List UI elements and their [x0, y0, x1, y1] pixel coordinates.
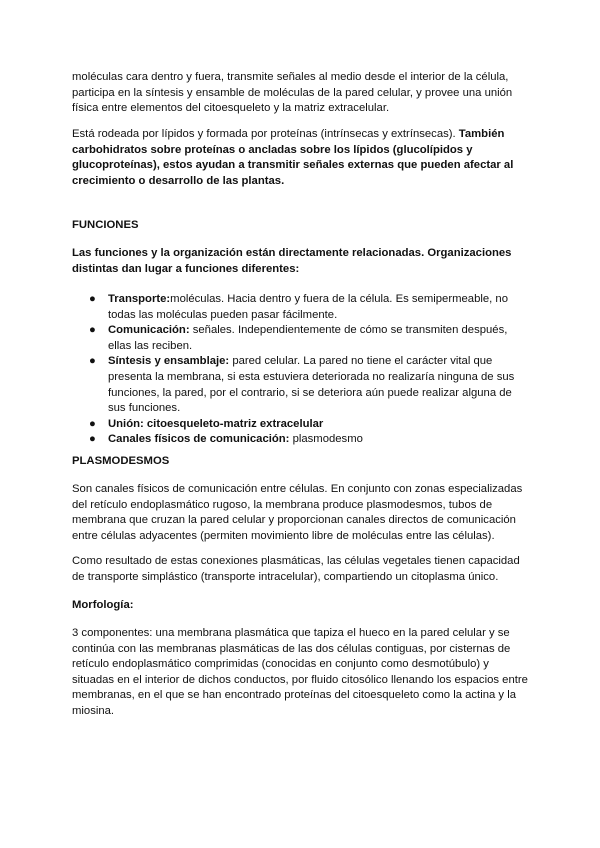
item-text: señales. Independientemente de cómo se transmiten después, ellas las reciben. — [108, 324, 508, 352]
funciones-heading: FUNCIONES — [72, 219, 139, 231]
bullet-icon: ● — [89, 293, 96, 305]
item-text: moléculas. Hacia dentro y fuera de la célula. Es semipermeable, no todas las moléculas pueden pasar fácilmente. — [108, 293, 508, 321]
composition-bold-text: También carbohidratos sobre proteínas o ancladas sobre los lípidos (glucolípidos y glucoproteínas), estos ayudan a transmitir señales externas que pueden afectar al crecimiento o desarrollo de las plantas. — [72, 128, 514, 187]
item-term: Comunicación: — [108, 324, 190, 337]
funciones-intro: Las funciones y la organización están directamente relacionadas. Organizaciones distintas dan lugar a funciones diferentes: — [72, 247, 512, 275]
morfologia-heading: Morfología: — [72, 599, 134, 611]
bullet-icon: ● — [89, 324, 96, 337]
item-term: Canales físicos de comunicación: — [108, 433, 290, 446]
plasmodesmos-heading: PLASMODESMOS — [72, 455, 170, 467]
bullet-icon: ● — [89, 433, 96, 446]
funciones-list — [72, 292, 532, 448]
list-item — [72, 432, 532, 448]
bullet-icon: ● — [89, 355, 96, 368]
list-item — [72, 417, 532, 433]
plasmodesmos-paragraph-1: Son canales físicos de comunicación entre células. En conjunto con zonas especializadas del retículo endoplasmático rugoso, la membrana produce plasmodesmos, tubos de membrana que cruzan la pared celular y proporcionan canales directos de comunicación entre células adyacentes (permiten movimiento libre de moléculas entre las células). — [72, 483, 523, 542]
list-item — [72, 354, 532, 416]
list-item — [72, 292, 532, 323]
item-term: Unión: citoesqueleto-matriz extracelular — [108, 417, 324, 430]
item-text: plasmodesmo — [289, 433, 363, 446]
plasmodesmos-paragraph-2: Como resultado de estas conexiones plasmáticas, las células vegetales tienen capacidad de transporte simplástico (transporte intracelular), compartiendo un citoplasma único. — [72, 555, 520, 583]
composition-text: Está rodeada por lípidos y formada por proteínas (intrínsecas y extrínsecas). — [72, 128, 459, 140]
composition-paragraph — [72, 127, 532, 189]
item-term: Transporte: — [108, 293, 171, 305]
morfologia-paragraph: 3 componentes: una membrana plasmática que tapiza el hueco en la pared celular y se continúa con las membranas plasmáticas de las dos células contiguas, por cisternas de retículo endoplasmático comprimidas (conocidas en conjunto como desmotúbulo) y situadas en el interior de dichos conductos, por fluido citosólico llenando los espacios entre membranas, en el que se han encontrado proteínas del citoesqueleto como la actina y la miosina. — [72, 627, 528, 717]
bullet-icon: ● — [89, 417, 96, 430]
list-item — [72, 323, 532, 354]
item-term: Síntesis y ensamblaje: — [108, 355, 230, 368]
item-text: pared celular. La pared no tiene el carácter vital que presenta la membrana, si esta estuviera deteriorada no realizaría ninguna de sus funciones, la pared, por el contrario, si se deteriora aún puede realizar alguna de sus funciones. — [108, 355, 515, 415]
intro-paragraph: moléculas cara dentro y fuera, transmite señales al medio desde el interior de la célula, participa en la síntesis y ensamble de moléculas de la pared celular, y provee una unión física entre elementos del citoesqueleto y la matriz extracelular. — [72, 71, 513, 115]
